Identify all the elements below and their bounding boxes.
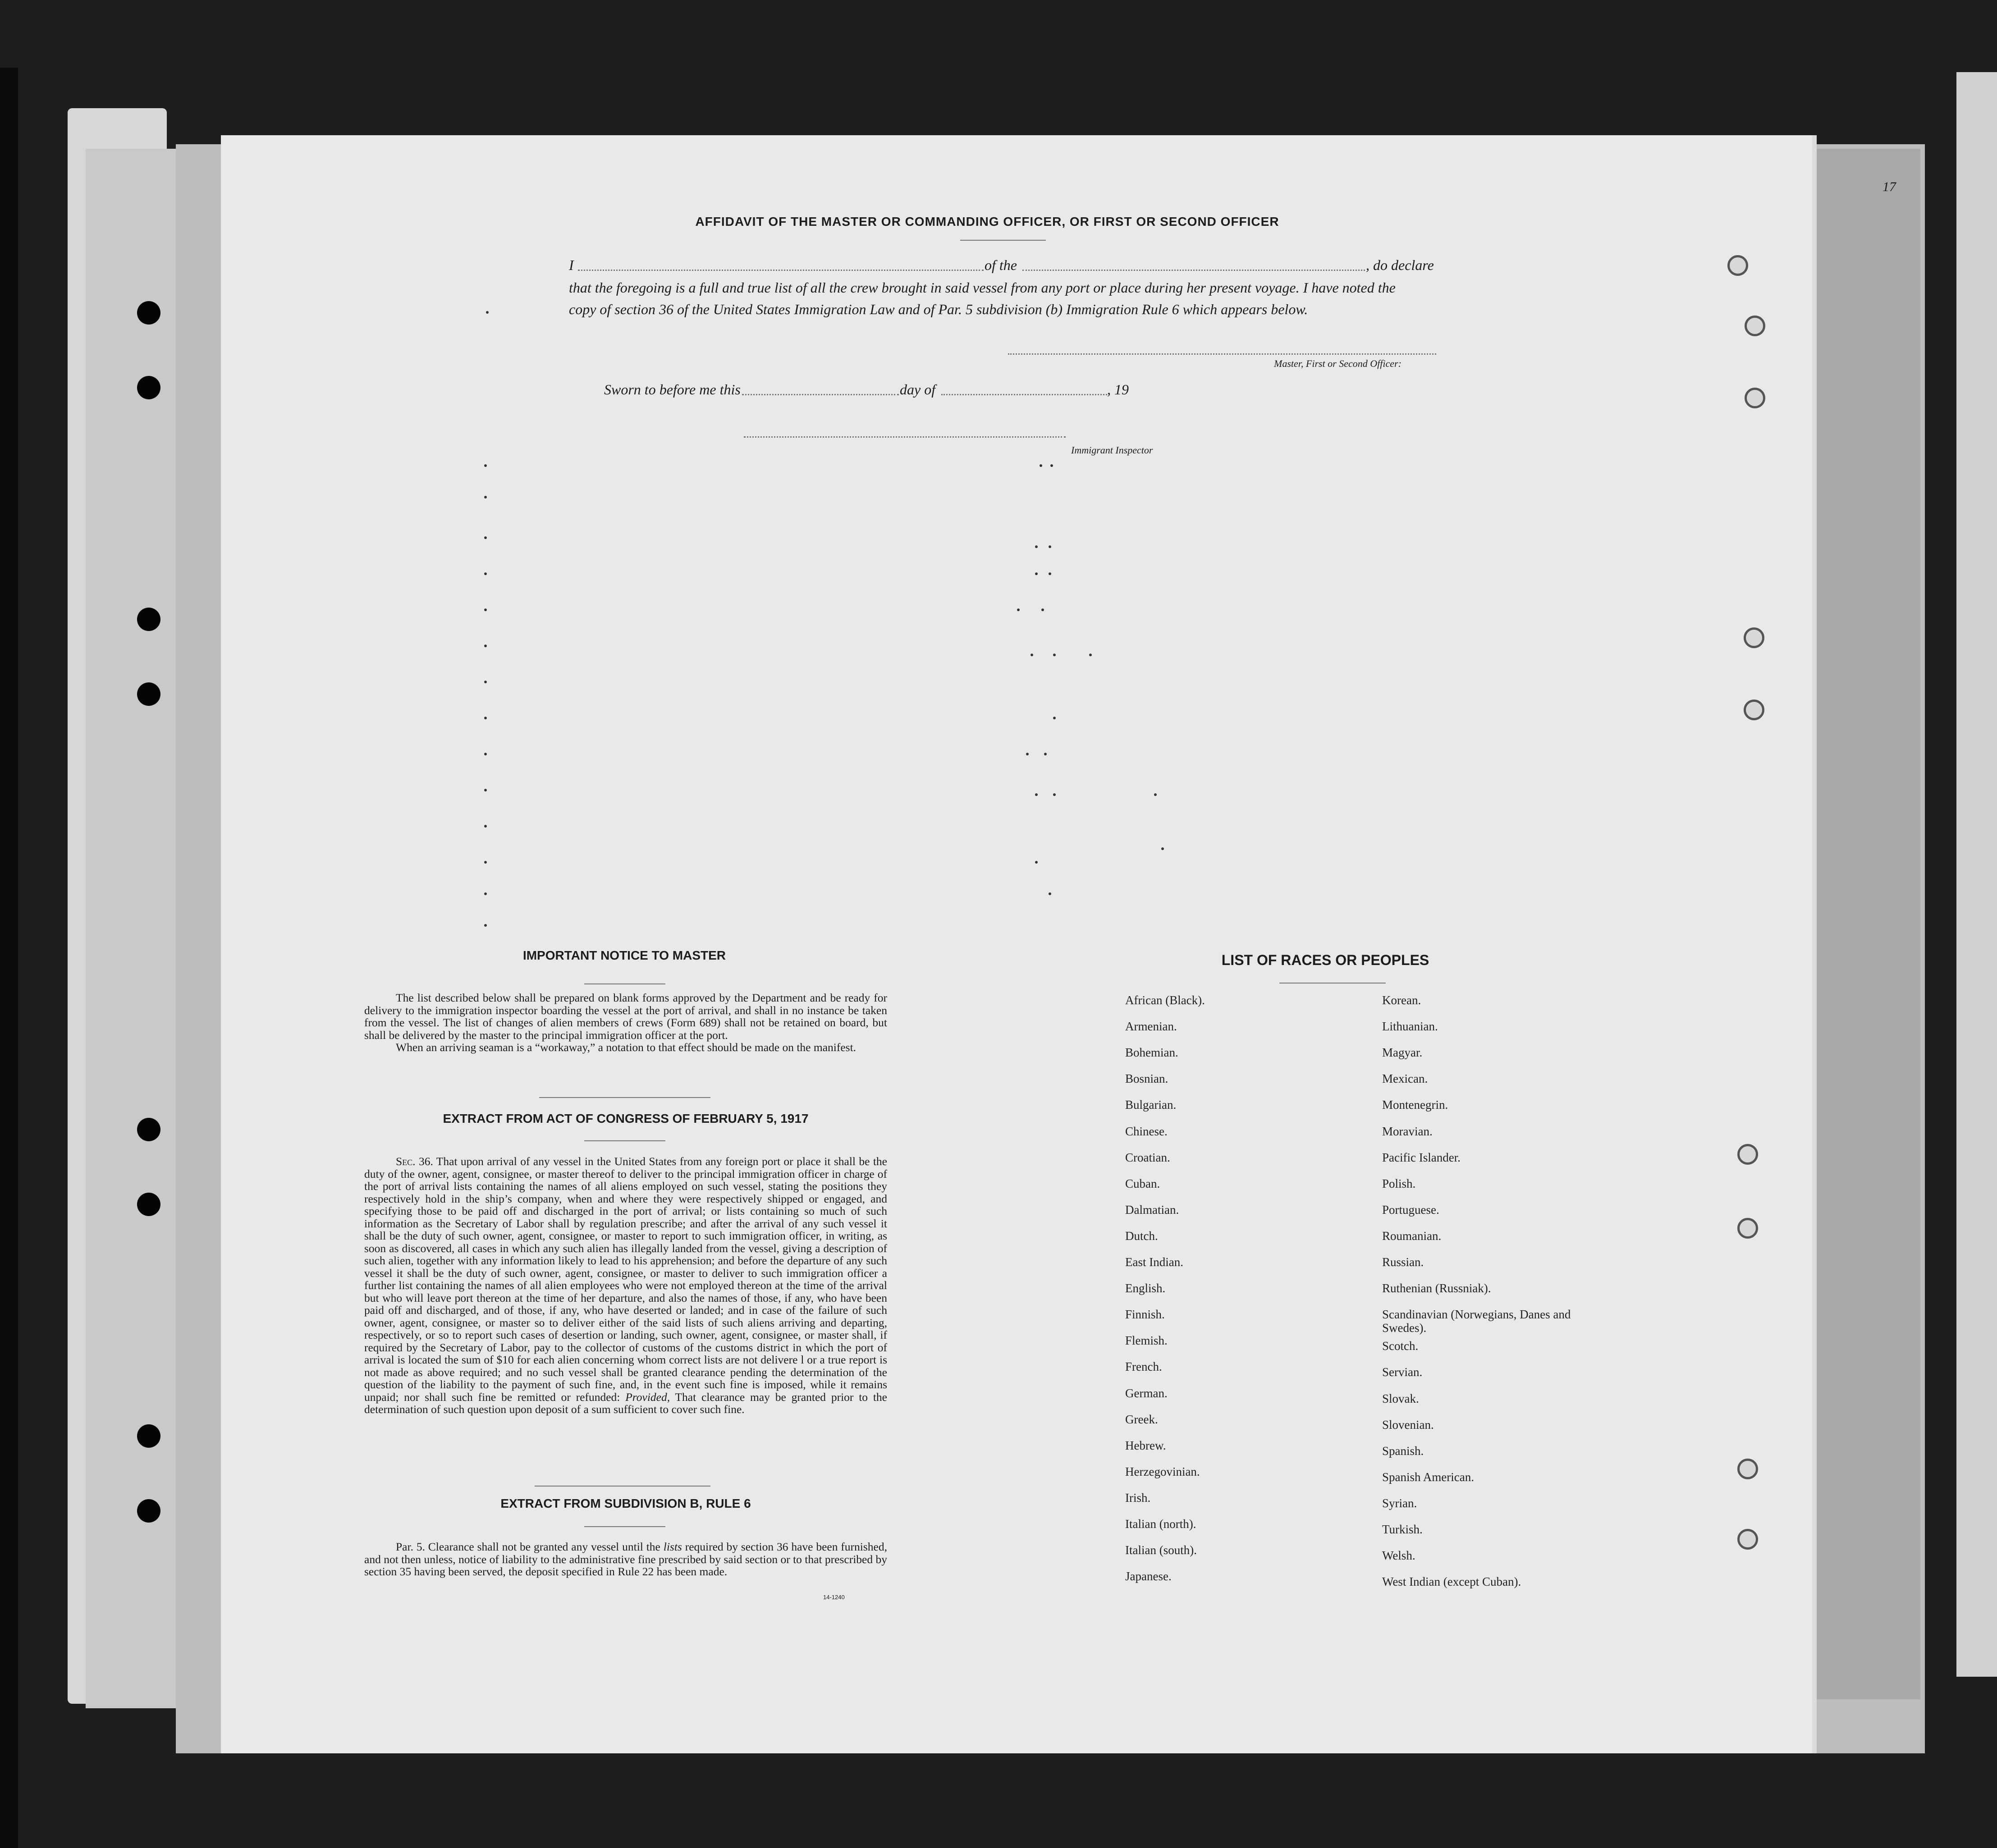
year-text: , 19 [1107,381,1129,398]
binder-ring [1745,316,1765,336]
title-rule [960,240,1046,241]
stray-mark [1049,892,1051,895]
stray-mark [1040,464,1042,467]
race-item: Dutch. [1125,1229,1158,1243]
stray-mark [1049,545,1051,548]
notice-paragraph: The list described below shall be prepared on blank forms approved by the Department and be ready for delivery to the immigration inspector boarding the vessel at the port of arrival, and shall in no instance be taken from the vessel. The list of changes of alien members of crews (Form 689) shall not be retained on board, but shall be delivered by the master to the principal immigration officer at the port. [364,991,887,1042]
race-item: Montenegrin. [1382,1098,1448,1112]
stray-mark [484,572,487,575]
race-item: Ruthenian (Russniak). [1382,1281,1491,1295]
race-item: Italian (north). [1125,1517,1196,1531]
race-item: Slovak. [1382,1391,1419,1405]
film-edge-left [0,68,18,1848]
affidavit-line-2: that the foregoing is a full and true list of all the crew brought in said vessel from any port or place during her present voyage. I have noted the [569,279,1396,296]
name-line [578,270,984,271]
affidavit-declare: , do declare [1366,257,1434,273]
race-item: Moravian. [1382,1124,1433,1138]
race-item: Chinese. [1125,1124,1168,1138]
stray-mark [484,753,487,755]
affidavit-title: AFFIDAVIT OF THE MASTER OR COMMANDING OFFICER, OR FIRST OR SECOND OFFICER [695,215,1279,229]
binder-hole [137,682,160,706]
race-item: Bulgarian. [1125,1098,1177,1112]
stray-mark [484,825,487,828]
notice-paragraph: When an arriving seaman is a “workaway,” a notation to that effect should be made on the manifest. [396,1041,857,1054]
act-title: EXTRACT FROM ACT OF CONGRESS OF FEBRUARY 5, 1917 [443,1112,809,1125]
sworn-day-line [742,394,899,395]
race-item: Spanish. [1382,1444,1424,1458]
stray-mark [1031,654,1033,656]
act-text-end: That clearance may be granted prior to the determination of such question upon deposit of a sum sufficient to cover such fine. [364,1390,887,1416]
race-item: Italian (south). [1125,1543,1197,1557]
race-item: Slovenian. [1382,1418,1434,1432]
race-item: Scandinavian (Norwegians, Danes and Swedes). [1382,1308,1571,1335]
binder-ring [1737,1459,1758,1479]
race-item: Armenian. [1125,1020,1177,1034]
race-item: Scotch. [1382,1339,1419,1353]
stray-mark [1089,654,1092,656]
stray-mark [1053,654,1056,656]
race-item: Magyar. [1382,1046,1423,1060]
race-item: Russian. [1382,1255,1424,1269]
race-item: Turkish. [1382,1523,1423,1536]
race-item: Pacific Islander. [1382,1150,1461,1164]
act-rule [584,1140,665,1141]
inspector-caption: Immigrant Inspector [1071,444,1153,456]
race-item: Dalmatian. [1125,1203,1179,1217]
race-item: Spanish American. [1382,1470,1474,1484]
binder-hole [137,608,160,631]
act-text: That upon arrival of any vessel in the United States from any foreign port or place it shall be the duty of the owner, agent, consignee, or master thereof to deliver to the principal immigration officer in charge of the port of arrival lists containing the names of all aliens employed on such vessel, stating the positions they respectively hold in the ship’s company, when and where they were respectively shipped or engaged, and specifying those to be paid off and discharged in the port of arrival; or lists containing so much of such information as the Secretary of Labor shall by regulation prescribe; and after the arrival of any such vessel it shall be the duty of such owner, agent, consignee, or master to report to such immigration officer, in writing, as soon as discovered, all cases in which any such alien has illegally landed from the vessel, giving a description of such alien, together with any information likely to lead to his apprehension; and before the departure of any such vessel it shall be the duty of such owner, agent, consignee, or master to deliver to such immigration officer a further list containing the names of all alien employees who were not employed thereon at the time of the arrival but who will leave port thereon at the time of her departure, and also the names of those, if any, who have been paid off and discharged, and of those, if any, who have deserted or landed; and in case of the failure of such owner, agent, consignee, or master so to deliver either of the said lists of such aliens arriving and departing, respectively, or so to report such cases of desertion or landing, such owner, agent, consignee, or master shall, if required by the Secretary of Labor, pay to the collector of customs of the customs district in which the port of arrival is located the sum of $10 for each alien concerning whom correct lists are not delivere l or a true report is not made as above required; and no such vessel shall be granted clearance pending the determination of the question of the liability to the payment of such fine, and, in the event such fine is imposed, while it remains unpaid; nor shall such fine be remitted or refunded: [364,1155,888,1404]
race-item: Cuban. [1125,1176,1160,1190]
stray-mark [1050,464,1053,467]
stray-mark [484,717,487,719]
stray-mark [486,311,489,314]
stray-mark [1035,545,1038,548]
stray-mark [1154,793,1157,796]
stray-mark [1035,572,1038,575]
stray-mark [1035,861,1038,864]
rule-rule [584,1526,665,1527]
race-item: Greek. [1125,1412,1158,1426]
act-paragraph [364,1155,887,1416]
stray-mark [1053,793,1056,796]
binder-ring [1737,1144,1758,1165]
race-item: German. [1125,1386,1168,1400]
race-item: French. [1125,1360,1162,1374]
race-item: Syrian. [1382,1496,1417,1510]
binder-hole [137,1424,160,1448]
rule-paragraph [364,1541,887,1578]
sworn-text: Sworn to before me this [604,381,741,398]
affidavit-of-the: of the [985,257,1017,273]
race-item: Portuguese. [1382,1203,1439,1217]
day-of-text: day of [900,381,936,398]
notice-rule [584,983,665,984]
race-item: African (Black). [1125,993,1205,1007]
stray-mark [484,464,487,467]
race-item: Korean. [1382,993,1421,1007]
binder-ring [1737,1529,1758,1550]
act-body [364,1155,887,1416]
page-stack-left-inner [86,149,181,1708]
rule-text-end: required by section 36 have been furnished, and not then unless, notice of liability to the administrative fine prescribed by said section or to that prescribed by section 35 having been served, the deposit specified in Rule 22 has been made. [364,1540,887,1578]
month-line [941,394,1107,395]
stray-mark [484,789,487,791]
lists-word: lists [663,1540,682,1553]
signature-line [1008,353,1436,355]
stray-mark [484,861,487,864]
notice-body [364,992,887,1054]
stray-mark [1026,753,1029,755]
affidavit-line-3: copy of section 36 of the United States Immigration Law and of Par. 5 subdivision (b) Immigration Rule 6 which appears below. [569,301,1308,317]
stray-mark [484,496,487,499]
race-item: Bosnian. [1125,1072,1168,1086]
stray-mark [1017,608,1020,611]
race-item: Flemish. [1125,1334,1168,1348]
race-item: Welsh. [1382,1549,1415,1563]
stray-mark [1041,608,1044,611]
race-item: Lithuanian. [1382,1020,1438,1034]
stray-mark [1035,793,1038,796]
section-divider [539,1097,710,1098]
race-item: English. [1125,1281,1166,1295]
race-item: Hebrew. [1125,1438,1166,1452]
binder-ring [1727,255,1748,276]
binder-hole [137,1499,160,1523]
page-stack-right [1956,72,1997,1677]
stray-mark [1053,717,1056,719]
form-number: 14-1240 [823,1594,845,1601]
stray-mark [1044,753,1047,755]
stray-mark [484,608,487,611]
race-item: East Indian. [1125,1255,1183,1269]
proviso: Provided, [625,1390,670,1404]
race-item: Japanese. [1125,1569,1172,1583]
stray-mark [484,892,487,895]
binder-ring [1737,1218,1758,1239]
race-item: Mexican. [1382,1072,1428,1086]
race-item: Herzegovinian. [1125,1464,1200,1478]
race-item: Bohemian. [1125,1046,1178,1060]
section-label: Sec. 36. [396,1155,433,1168]
binder-hole [137,301,160,325]
signature-caption: Master, First or Second Officer: [1274,358,1402,369]
stray-mark [484,536,487,539]
race-item: Irish. [1125,1491,1151,1505]
stray-mark [484,924,487,927]
stray-mark [1049,572,1051,575]
binder-hole [137,1193,160,1216]
binder-hole [137,376,160,399]
rule-text: Par. 5. Clearance shall not be granted any vessel until the [396,1540,660,1553]
rule-body [364,1541,887,1578]
vessel-line [1022,270,1365,271]
inspector-line [744,436,1066,438]
race-item: Polish. [1382,1176,1416,1190]
binder-ring [1744,700,1764,720]
binder-ring [1744,627,1764,648]
binder-ring [1745,388,1765,408]
stray-mark [1161,847,1164,850]
race-item: Roumanian. [1382,1229,1442,1243]
race-item: Servian. [1382,1365,1423,1379]
stray-mark [484,681,487,683]
stray-mark [484,645,487,647]
rule-title: EXTRACT FROM SUBDIVISION B, RULE 6 [500,1496,751,1510]
race-item: Croatian. [1125,1150,1170,1164]
section-divider [535,1486,710,1487]
notice-title: IMPORTANT NOTICE TO MASTER [522,948,726,962]
affidavit-i: I [569,257,574,273]
races-title: LIST OF RACES OR PEOPLES [1221,952,1429,968]
binder-hole [137,1118,160,1141]
race-item: West Indian (except Cuban). [1382,1575,1521,1589]
margin-note: 17 [1882,179,1896,194]
race-item: Finnish. [1125,1308,1165,1322]
